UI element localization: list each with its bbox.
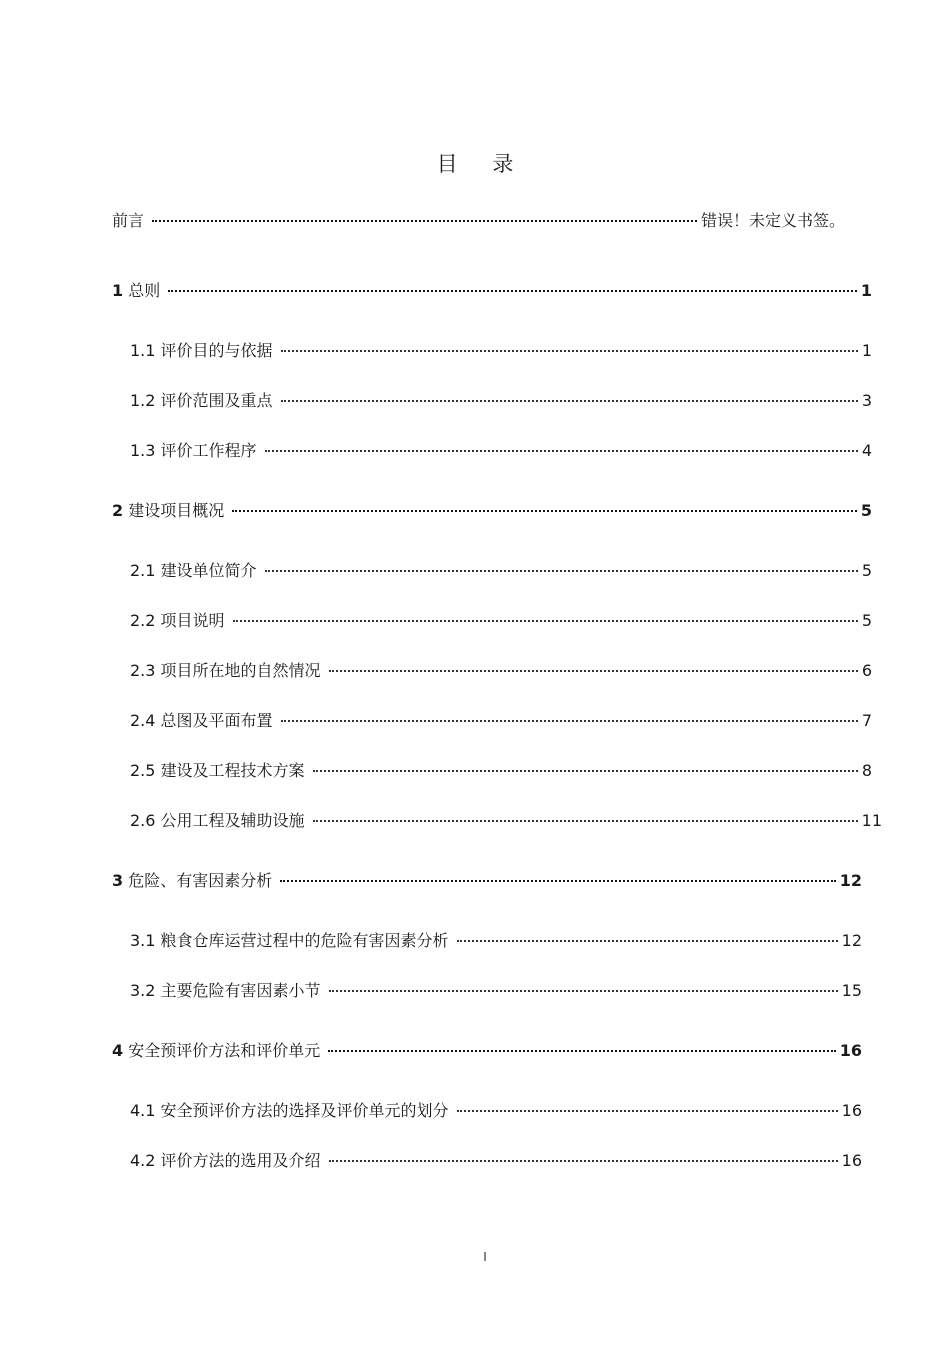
- toc-entry-title: 建设单位简介: [160, 561, 257, 580]
- toc-entry-label: [130, 560, 257, 582]
- toc-entry-number: 4.1: [130, 1101, 156, 1120]
- toc-entry-number: 2.5: [130, 761, 156, 780]
- toc-entry-page: 12: [839, 871, 862, 890]
- toc-entry-page: 15: [841, 981, 862, 1000]
- toc-entry-label: [130, 1150, 321, 1172]
- toc-entry-number: 4: [112, 1041, 124, 1060]
- dot-leader: [329, 1160, 838, 1162]
- toc-entry-number: 2.1: [130, 561, 156, 580]
- toc-entry[interactable]: [130, 660, 872, 682]
- dot-leader: [313, 820, 858, 822]
- dot-leader: [265, 450, 858, 452]
- toc-entry-number: 3: [112, 871, 124, 890]
- toc-entry-title: 项目所在地的自然情况: [160, 661, 321, 680]
- dot-leader: [328, 1050, 835, 1052]
- toc-entry-label: [130, 440, 257, 462]
- toc-entry[interactable]: [130, 560, 872, 582]
- toc-entry-page: 16: [841, 1151, 862, 1170]
- toc-entry-title: 主要危险有害因素小节: [160, 981, 321, 1000]
- dot-leader: [233, 620, 858, 622]
- toc-entry[interactable]: [130, 610, 872, 632]
- toc-entry[interactable]: [130, 710, 872, 732]
- dot-leader: [152, 220, 697, 222]
- toc-entry-label: [112, 280, 160, 302]
- toc-entry-number: 2.2: [130, 611, 156, 630]
- toc-entry-page: 3: [861, 391, 872, 410]
- toc-entry-page: 4: [861, 441, 872, 460]
- toc-entry-label: [130, 930, 449, 952]
- toc-entry-page: 16: [841, 1101, 862, 1120]
- toc-entry-label: [130, 980, 321, 1002]
- toc-entry-title: 前言: [112, 211, 145, 230]
- toc-entry-page: 5: [861, 611, 872, 630]
- toc-entry-page: 1: [861, 341, 872, 360]
- toc-entry-number: 4.2: [130, 1151, 156, 1170]
- toc-entry-label: [130, 390, 273, 412]
- toc-entry-title: 评价工作程序: [160, 441, 257, 460]
- dot-leader: [457, 940, 838, 942]
- dot-leader: [329, 990, 838, 992]
- toc-entry[interactable]: [112, 1040, 862, 1062]
- toc-entry[interactable]: [130, 810, 882, 832]
- toc-entry-page: 1: [860, 281, 872, 300]
- toc-entry-number: 2.4: [130, 711, 156, 730]
- toc-entry-page: 6: [861, 661, 872, 680]
- dot-leader: [457, 1110, 838, 1112]
- toc-entry-title: 安全预评价方法和评价单元: [128, 1041, 321, 1060]
- toc-entry[interactable]: [130, 1100, 862, 1122]
- toc-entry-label: [130, 710, 273, 732]
- toc-entry-label: [112, 210, 144, 232]
- toc-entry-title: 危险、有害因素分析: [128, 871, 273, 890]
- toc-entry-title: 粮食仓库运营过程中的危险有害因素分析: [160, 931, 449, 950]
- toc-entry-title: 评价方法的选用及介绍: [160, 1151, 321, 1170]
- toc-entry-title: 建设项目概况: [128, 501, 225, 520]
- toc-entry[interactable]: [130, 340, 872, 362]
- dot-leader: [281, 720, 858, 722]
- toc-entry-page: 5: [861, 561, 872, 580]
- toc-entry-page: 错误！未定义书签。: [700, 211, 845, 230]
- toc-entry-page: 7: [861, 711, 872, 730]
- toc-entry-number: 1.2: [130, 391, 156, 410]
- toc-entry-label: [130, 610, 225, 632]
- dot-leader: [265, 570, 858, 572]
- toc-entry-title: 总图及平面布置: [160, 711, 273, 730]
- toc-entry-label: [130, 760, 305, 782]
- toc-entry-number: 3.1: [130, 931, 156, 950]
- footer-page-number: I: [483, 1250, 487, 1264]
- toc-entry-title: 项目说明: [160, 611, 225, 630]
- toc-entry-page: 11: [861, 811, 882, 830]
- toc-entry-page: 16: [839, 1041, 862, 1060]
- toc-entry-title: 安全预评价方法的选择及评价单元的划分: [160, 1101, 449, 1120]
- toc-entry-number: 1.3: [130, 441, 156, 460]
- toc-entry-title: 建设及工程技术方案: [160, 761, 305, 780]
- toc-entry[interactable]: [130, 980, 862, 1002]
- toc-entry-title: 评价目的与依据: [160, 341, 273, 360]
- toc-title: 目 录: [436, 152, 528, 176]
- toc-entry-label: [112, 1040, 320, 1062]
- toc-entry[interactable]: [130, 1150, 862, 1172]
- toc-entry-number: 1.1: [130, 341, 156, 360]
- toc-entry[interactable]: [130, 390, 872, 412]
- toc-entry[interactable]: [112, 500, 872, 522]
- toc-entry-page: 5: [860, 501, 872, 520]
- dot-leader: [329, 670, 858, 672]
- toc-entry-label: [112, 500, 224, 522]
- toc-entry-label: [130, 810, 305, 832]
- toc-entry-title: 总则: [128, 281, 161, 300]
- toc-entry-number: 2: [112, 501, 124, 520]
- toc-entry[interactable]: [112, 210, 845, 232]
- toc-entry[interactable]: [112, 280, 872, 302]
- toc-entry-number: 2.6: [130, 811, 156, 830]
- toc-entry-page: 8: [861, 761, 872, 780]
- dot-leader: [232, 510, 857, 512]
- dot-leader: [313, 770, 858, 772]
- toc-entry-title: 公用工程及辅助设施: [160, 811, 305, 830]
- toc-entry-number: 2.3: [130, 661, 156, 680]
- toc-entry-label: [130, 1100, 449, 1122]
- toc-entry-label: [130, 660, 321, 682]
- toc-entry[interactable]: [112, 870, 862, 892]
- toc-entry[interactable]: [130, 930, 862, 952]
- toc-entry-title: 评价范围及重点: [160, 391, 273, 410]
- toc-entry-number: 1: [112, 281, 124, 300]
- dot-leader: [281, 350, 858, 352]
- toc-entry-number: 3.2: [130, 981, 156, 1000]
- dot-leader: [280, 880, 835, 882]
- dot-leader: [281, 400, 858, 402]
- toc-entry-page: 12: [841, 931, 862, 950]
- toc-entry[interactable]: [130, 760, 872, 782]
- toc-entry-label: [130, 340, 273, 362]
- toc-entry[interactable]: [130, 440, 872, 462]
- dot-leader: [168, 290, 857, 292]
- toc-entry-label: [112, 870, 272, 892]
